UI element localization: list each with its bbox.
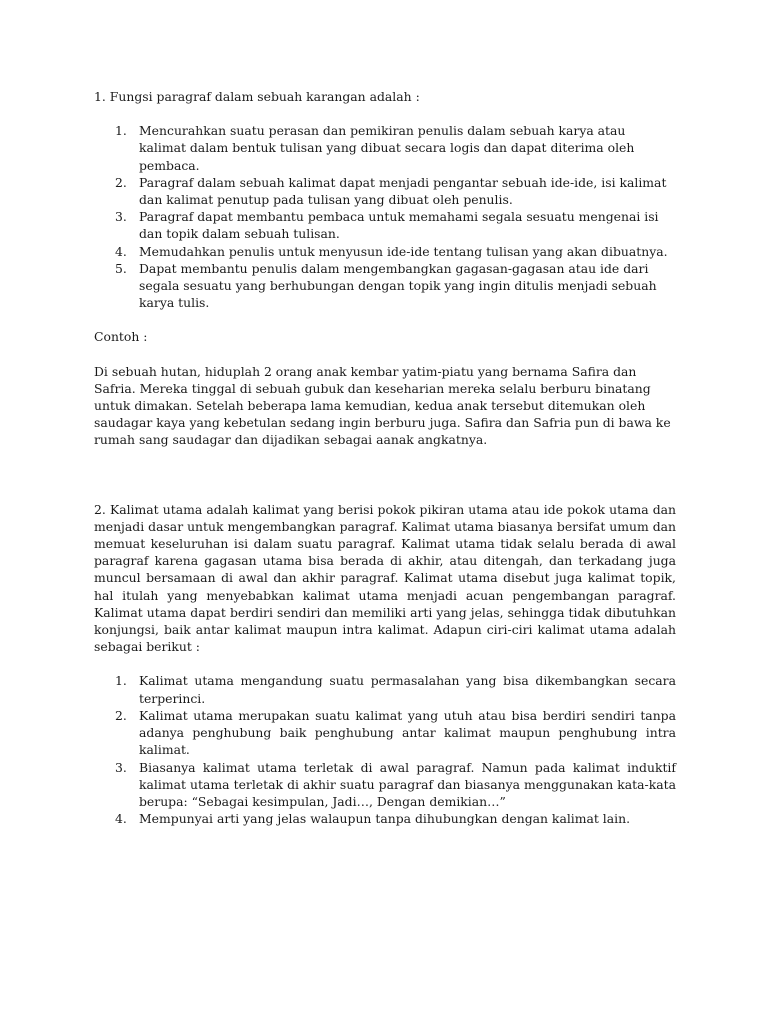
list-item bbox=[94, 810, 676, 827]
list-item-text: Memudahkan penulis untuk menyusun ide-ide tentang tulisan yang akan dibuatnya. bbox=[139, 243, 668, 259]
list-number: 3. bbox=[115, 759, 127, 775]
list-number: 4. bbox=[115, 243, 127, 259]
list-item-text: Paragraf dapat membantu pembaca untuk memahami segala sesuatu mengenai isi dan topik dalam sebuah tulisan. bbox=[139, 209, 659, 242]
list-item-text: Mencurahkan suatu perasan dan pemikiran penulis dalam sebuah karya atau kalimat dalam bentuk tulisan yang dibuat secara logis dan dapat diterima oleh pembaca. bbox=[139, 123, 635, 173]
list-item bbox=[94, 122, 676, 174]
section2-paragraph: 2. Kalimat utama adalah kalimat yang berisi pokok pikiran utama atau ide pokok utama dan menjadi dasar untuk mengembangkan paragraf. Kalimat utama biasanya bersifat umum dan memuat keseluruhan isi dalam suatu paragraf. Kalimat utama tidak selalu berada di awal paragraf karena gagasan utama bisa berada di akhir, atau ditengah, dan terkadang juga muncul bersamaan di awal dan akhir paragraf. Kalimat utama disebut juga kalimat topik, hal itulah yang menyebabkan kalimat utama menjadi acuan pengembangan paragraf. Kalimat utama dapat berdiri sendiri dan memiliki arti yang jelas, sehingga tidak dibutuhkan konjungsi, baik antar kalimat maupun intra kalimat. Adapun ciri-ciri kalimat utama adalah sebagai berikut : bbox=[94, 501, 676, 655]
list-item bbox=[94, 672, 676, 706]
list-item-text: Dapat membantu penulis dalam mengembangkan gagasan-gagasan atau ide dari segala sesuatu yang berhubungan dengan topik yang ingin ditulis menjadi sebuah karya tulis. bbox=[139, 260, 657, 311]
list-number: 4. bbox=[115, 811, 127, 827]
contoh-label: Contoh : bbox=[94, 329, 148, 345]
list-number: 1. bbox=[115, 673, 127, 689]
list-item bbox=[94, 243, 676, 260]
list-item bbox=[94, 174, 676, 208]
section1-list bbox=[94, 122, 676, 311]
list-item bbox=[94, 707, 676, 759]
list-number: 5. bbox=[115, 260, 127, 276]
list-number: 1. bbox=[115, 123, 127, 139]
list-item-text: Biasanya kalimat utama terletak di awal paragraf. Namun pada kalimat induktif kalimat utama terletak di akhir suatu paragraf dan biasanya menggunakan kata-kata berupa: “Sebagai kesimpulan, Jadi…, Dengan demikian…” bbox=[139, 759, 676, 809]
list-number: 3. bbox=[115, 209, 127, 225]
list-item bbox=[94, 208, 676, 242]
list-item bbox=[94, 759, 676, 811]
list-item-text: Mempunyai arti yang jelas walaupun tanpa dihubungkan dengan kalimat lain. bbox=[139, 811, 631, 827]
contoh-paragraph: Di sebuah hutan, hiduplah 2 orang anak kembar yatim-piatu yang bernama Safira dan Safria. Mereka tinggal di sebuah gubuk dan keseharian mereka selalu berburu binatang untuk dimakan. Setelah beberapa lama kemudian, kedua anak tersebut ditemukan oleh saudagar kaya yang kebetulan sedang ingin berburu juga. Safira dan Safria pun di bawa ke rumah sang saudagar dan dijadikan sebagai aanak angkatnya. bbox=[94, 363, 671, 448]
list-item bbox=[94, 260, 676, 312]
list-item-text: Kalimat utama mengandung suatu permasalahan yang bisa dikembangkan secara terperinci. bbox=[139, 673, 676, 706]
section2-list bbox=[94, 672, 676, 827]
list-item-text: Kalimat utama merupakan suatu kalimat yang utuh atau bisa berdiri sendiri tanpa adanya penghubung baik penghubung antar kalimat maupun penghubung intra kalimat. bbox=[139, 707, 676, 758]
section1-heading: 1. Fungsi paragraf dalam sebuah karangan adalah : bbox=[94, 89, 420, 104]
list-number: 2. bbox=[115, 174, 127, 190]
list-number: 2. bbox=[115, 707, 127, 723]
document-page bbox=[94, 88, 676, 827]
list-item-text: Paragraf dalam sebuah kalimat dapat menjadi pengantar sebuah ide-ide, isi kalimat dan kalimat penutup pada tulisan yang dibuat oleh penulis. bbox=[139, 174, 667, 208]
